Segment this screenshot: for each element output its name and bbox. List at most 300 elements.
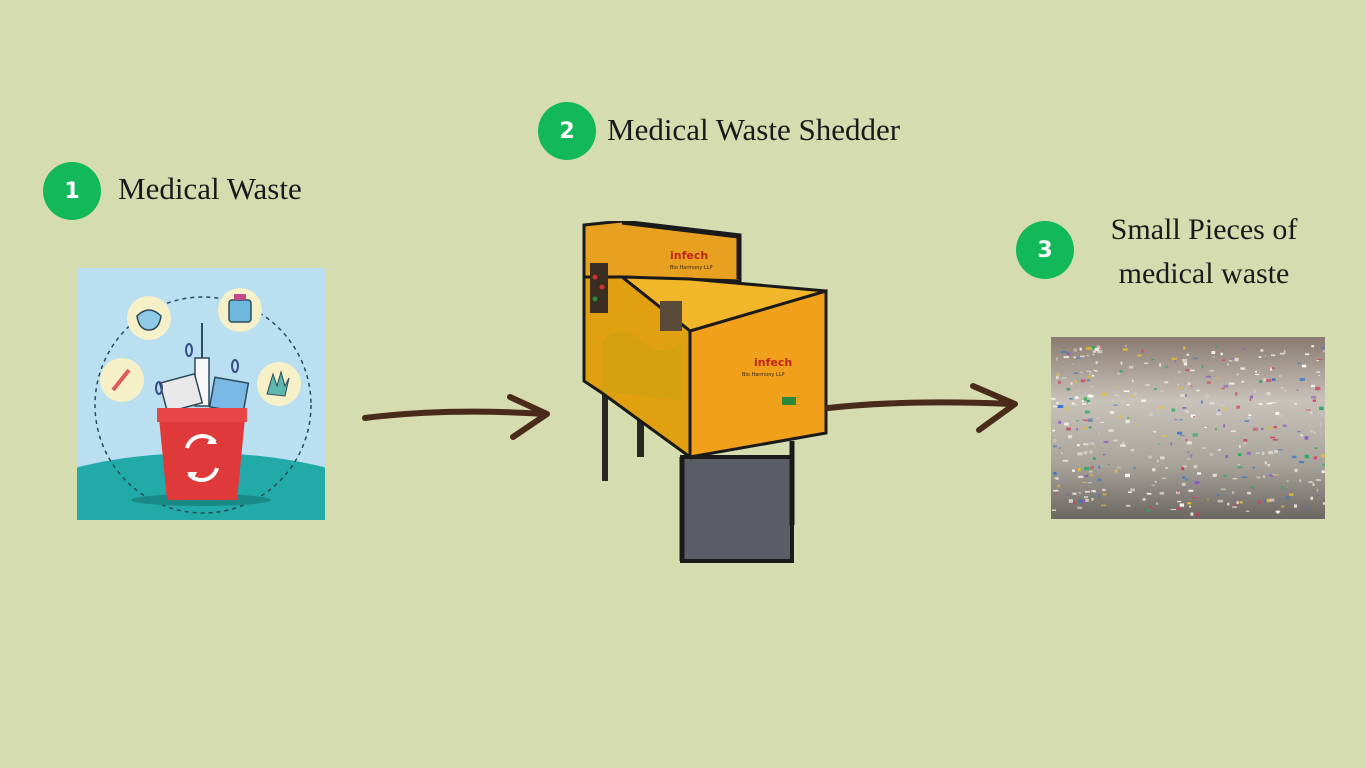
shred-piece bbox=[1142, 350, 1144, 353]
shred-piece bbox=[1305, 353, 1309, 355]
shred-piece bbox=[1165, 467, 1168, 469]
shred-piece bbox=[1266, 379, 1271, 382]
shred-piece bbox=[1103, 494, 1107, 496]
shred-piece bbox=[1093, 458, 1096, 460]
step-3-label bbox=[1084, 208, 1324, 296]
shred-piece bbox=[1067, 494, 1071, 495]
shred-piece bbox=[1162, 478, 1167, 479]
shred-piece bbox=[1155, 481, 1157, 483]
shred-piece bbox=[1281, 505, 1284, 507]
shred-piece bbox=[1113, 439, 1118, 441]
shred-piece bbox=[1069, 499, 1073, 503]
shred-piece bbox=[1165, 366, 1168, 368]
shred-piece bbox=[1083, 427, 1087, 429]
shred-piece bbox=[1149, 413, 1153, 416]
shred-piece bbox=[1197, 472, 1201, 474]
shred-piece bbox=[1057, 373, 1060, 376]
shred-piece bbox=[1170, 442, 1172, 445]
shred-piece bbox=[1323, 350, 1325, 352]
shred-piece bbox=[1185, 439, 1187, 441]
shred-piece bbox=[1084, 467, 1089, 470]
shred-piece bbox=[1210, 370, 1214, 372]
shred-piece bbox=[1074, 357, 1076, 359]
shred-piece bbox=[1242, 476, 1247, 478]
shred-piece bbox=[1128, 492, 1132, 494]
shred-piece bbox=[1171, 509, 1176, 510]
shred-piece bbox=[1316, 360, 1319, 361]
shred-piece bbox=[1093, 370, 1096, 371]
shred-piece bbox=[1237, 466, 1242, 468]
arrow-1-icon bbox=[360, 385, 560, 445]
shred-piece bbox=[1303, 506, 1305, 509]
shred-piece bbox=[1188, 441, 1191, 443]
shred-piece bbox=[1087, 375, 1092, 378]
shred-piece bbox=[1086, 347, 1091, 350]
shred-piece bbox=[1273, 439, 1278, 440]
shred-piece bbox=[1072, 403, 1075, 405]
shred-piece bbox=[1072, 363, 1074, 364]
shred-piece bbox=[1254, 390, 1256, 393]
shred-piece bbox=[1085, 411, 1090, 414]
shred-piece bbox=[1311, 385, 1315, 387]
shred-piece bbox=[1218, 410, 1220, 411]
shred-piece bbox=[1143, 498, 1146, 501]
shred-piece bbox=[1181, 467, 1184, 471]
shred-piece bbox=[1194, 465, 1198, 468]
shredded-waste-photo bbox=[1051, 337, 1325, 519]
shred-piece bbox=[1227, 503, 1229, 506]
shred-piece bbox=[1080, 348, 1082, 351]
shred-piece bbox=[1053, 405, 1057, 407]
shred-piece bbox=[1260, 349, 1263, 351]
shred-piece bbox=[1119, 370, 1122, 373]
shred-piece bbox=[1237, 501, 1239, 504]
step-3-label-line-2: medical waste bbox=[1118, 257, 1290, 290]
shred-piece bbox=[1274, 426, 1278, 428]
shred-piece bbox=[1180, 435, 1184, 436]
shred-piece bbox=[1258, 356, 1261, 358]
shred-piece bbox=[1231, 358, 1235, 360]
shred-piece bbox=[1186, 410, 1189, 413]
shred-piece bbox=[1190, 454, 1192, 457]
shred-piece bbox=[1263, 378, 1266, 381]
shred-piece bbox=[1089, 426, 1092, 428]
shred-piece bbox=[1322, 347, 1325, 350]
shred-piece bbox=[1194, 481, 1199, 484]
shred-piece bbox=[1081, 395, 1083, 398]
shred-piece bbox=[1088, 482, 1092, 483]
shred-piece bbox=[1133, 467, 1135, 470]
shred-piece bbox=[1316, 371, 1320, 373]
shred-piece bbox=[1259, 380, 1262, 383]
shred-piece bbox=[1274, 450, 1277, 453]
shred-piece bbox=[1086, 355, 1089, 357]
shred-piece bbox=[1261, 428, 1264, 430]
shred-piece bbox=[1092, 346, 1095, 349]
shred-piece bbox=[1224, 407, 1227, 410]
shred-piece bbox=[1103, 454, 1106, 455]
shred-piece bbox=[1115, 386, 1118, 388]
step-2-label: Medical Waste Shedder bbox=[607, 112, 901, 147]
step-3-label-line-1: Small Pieces of bbox=[1110, 213, 1298, 246]
shred-piece bbox=[1159, 406, 1164, 409]
shred-piece bbox=[1104, 441, 1109, 443]
shred-piece bbox=[1087, 371, 1092, 372]
shred-piece bbox=[1315, 447, 1318, 449]
shred-piece bbox=[1084, 397, 1087, 400]
shred-piece bbox=[1240, 501, 1243, 503]
shred-piece bbox=[1289, 494, 1293, 496]
shred-piece bbox=[1188, 452, 1190, 453]
shred-piece bbox=[1069, 398, 1073, 400]
shred-piece bbox=[1087, 379, 1090, 382]
shred-piece bbox=[1262, 452, 1264, 455]
shred-piece bbox=[1120, 445, 1126, 447]
shred-piece bbox=[1298, 363, 1301, 365]
shred-piece bbox=[1223, 475, 1227, 477]
shred-piece bbox=[1053, 490, 1058, 492]
shred-piece bbox=[1063, 460, 1069, 462]
shred-piece bbox=[1156, 503, 1158, 505]
shred-piece bbox=[1234, 358, 1238, 362]
shred-piece bbox=[1164, 381, 1168, 383]
shred-piece bbox=[1210, 402, 1215, 404]
shred-piece bbox=[1222, 388, 1225, 389]
shred-piece bbox=[1277, 510, 1279, 513]
shred-piece bbox=[1221, 488, 1226, 490]
shred-piece bbox=[1267, 427, 1272, 429]
shred-piece bbox=[1215, 428, 1217, 430]
medical-waste-illustration bbox=[77, 268, 325, 520]
shred-piece bbox=[1073, 501, 1076, 504]
shred-piece bbox=[1231, 430, 1236, 432]
shred-piece bbox=[1207, 381, 1211, 384]
shred-piece bbox=[1305, 455, 1310, 459]
shred-piece bbox=[1130, 489, 1135, 492]
shred-piece bbox=[1180, 503, 1184, 506]
shred-piece bbox=[1091, 490, 1095, 492]
shred-piece bbox=[1127, 417, 1129, 419]
shred-piece bbox=[1251, 486, 1253, 488]
shred-piece bbox=[1311, 345, 1314, 347]
shred-piece bbox=[1090, 466, 1094, 469]
shred-piece bbox=[1118, 373, 1120, 374]
shred-piece bbox=[1215, 377, 1219, 378]
shred-piece bbox=[1077, 444, 1080, 446]
shred-piece bbox=[1243, 442, 1247, 445]
shred-piece bbox=[1248, 414, 1251, 416]
shred-piece bbox=[1065, 407, 1068, 411]
shred-piece bbox=[1250, 396, 1253, 399]
shred-piece bbox=[1242, 349, 1247, 350]
shred-piece bbox=[1271, 355, 1275, 356]
shred-piece bbox=[1202, 448, 1205, 449]
shred-piece bbox=[1268, 451, 1273, 454]
shred-piece bbox=[1097, 418, 1099, 419]
shred-piece bbox=[1192, 417, 1196, 418]
shred-piece bbox=[1125, 345, 1127, 346]
shred-piece bbox=[1281, 387, 1284, 389]
shred-piece bbox=[1190, 370, 1195, 372]
shred-piece bbox=[1212, 351, 1216, 354]
shred-piece bbox=[1234, 503, 1236, 506]
shred-piece bbox=[1178, 371, 1181, 373]
shred-piece bbox=[1078, 468, 1081, 471]
shred-piece bbox=[1102, 489, 1106, 491]
shred-piece bbox=[1126, 505, 1131, 507]
shred-piece bbox=[1247, 492, 1251, 494]
shred-piece bbox=[1151, 485, 1155, 486]
shred-piece bbox=[1300, 434, 1303, 436]
shred-piece bbox=[1182, 476, 1185, 479]
shred-piece bbox=[1255, 371, 1257, 373]
shred-piece bbox=[1108, 429, 1113, 432]
shred-piece bbox=[1266, 392, 1270, 395]
shred-piece bbox=[1232, 506, 1237, 508]
shred-piece bbox=[1092, 498, 1094, 501]
shred-piece bbox=[1185, 394, 1187, 397]
shred-piece bbox=[1064, 423, 1069, 426]
shred-piece bbox=[1073, 349, 1077, 352]
shred-piece bbox=[1319, 407, 1323, 410]
shred-piece bbox=[1177, 508, 1182, 510]
shred-piece bbox=[1085, 499, 1089, 502]
shred-piece bbox=[1188, 490, 1193, 492]
shred-piece bbox=[1314, 456, 1317, 459]
shred-piece bbox=[1238, 464, 1240, 466]
shred-piece bbox=[1101, 504, 1106, 506]
shred-piece bbox=[1160, 391, 1164, 392]
shred-piece bbox=[1238, 453, 1241, 456]
shred-piece bbox=[1205, 427, 1207, 428]
shred-piece bbox=[1080, 356, 1085, 358]
shred-piece bbox=[1066, 428, 1071, 431]
shred-piece bbox=[1151, 359, 1154, 360]
shred-piece bbox=[1285, 496, 1288, 499]
shred-piece bbox=[1224, 385, 1229, 388]
shred-piece bbox=[1316, 479, 1321, 481]
shred-piece bbox=[1193, 433, 1198, 436]
shred-piece bbox=[1218, 500, 1223, 503]
shred-piece bbox=[1110, 411, 1114, 414]
shred-piece bbox=[1117, 466, 1121, 468]
shred-piece bbox=[1141, 400, 1146, 402]
shred-piece bbox=[1310, 430, 1313, 432]
shred-piece bbox=[1246, 511, 1250, 512]
shred-piece bbox=[1177, 432, 1182, 435]
shred-piece bbox=[1118, 415, 1121, 418]
shred-piece bbox=[1147, 493, 1152, 495]
shred-piece bbox=[1206, 376, 1211, 378]
shred-piece bbox=[1058, 405, 1064, 408]
shred-piece bbox=[1313, 400, 1316, 402]
shred-piece bbox=[1084, 451, 1088, 454]
shred-piece bbox=[1095, 447, 1097, 449]
shred-piece bbox=[1064, 356, 1069, 358]
shred-piece bbox=[1083, 482, 1087, 483]
shred-piece bbox=[1235, 392, 1237, 396]
shred-piece bbox=[1270, 437, 1275, 439]
shred-piece bbox=[1121, 362, 1123, 365]
shred-piece bbox=[1185, 369, 1189, 371]
shred-piece bbox=[1322, 464, 1325, 466]
machine-brand-logo: infech bbox=[670, 249, 709, 262]
shred-piece bbox=[1178, 387, 1183, 389]
shred-piece bbox=[1217, 494, 1219, 496]
shred-piece bbox=[1256, 453, 1260, 454]
shred-piece bbox=[1247, 452, 1251, 455]
shred-piece bbox=[1258, 403, 1262, 405]
shred-piece bbox=[1236, 406, 1240, 409]
shred-piece bbox=[1317, 489, 1319, 492]
shred-piece bbox=[1320, 423, 1322, 426]
shred-piece bbox=[1157, 460, 1159, 463]
shred-piece bbox=[1295, 469, 1298, 472]
shred-piece bbox=[1055, 493, 1059, 494]
shred-piece bbox=[1216, 345, 1218, 348]
shred-piece bbox=[1089, 471, 1092, 472]
shred-piece bbox=[1275, 412, 1279, 415]
shred-piece bbox=[1315, 387, 1320, 390]
shred-piece bbox=[1124, 391, 1129, 392]
shred-piece bbox=[1127, 404, 1130, 405]
shred-piece bbox=[1201, 365, 1203, 368]
shred-piece bbox=[1162, 435, 1167, 436]
shred-piece bbox=[1255, 374, 1259, 375]
shred-piece bbox=[1079, 492, 1081, 494]
shred-piece bbox=[1085, 491, 1090, 493]
shred-piece bbox=[1182, 359, 1187, 362]
shred-piece bbox=[1193, 416, 1195, 417]
shred-piece bbox=[1258, 500, 1261, 503]
shred-piece bbox=[1123, 348, 1128, 351]
shred-piece bbox=[1148, 456, 1152, 459]
shred-piece bbox=[1302, 365, 1306, 368]
shred-piece bbox=[1233, 478, 1238, 479]
shred-piece bbox=[1108, 464, 1110, 465]
shred-piece bbox=[1182, 483, 1186, 486]
shred-piece bbox=[1300, 378, 1305, 381]
shred-piece bbox=[1188, 382, 1191, 385]
shred-piece bbox=[1082, 419, 1084, 420]
shred-piece bbox=[1129, 366, 1133, 369]
shred-piece bbox=[1136, 424, 1138, 425]
shred-piece bbox=[1084, 496, 1088, 498]
shred-piece bbox=[1054, 478, 1056, 479]
shred-piece bbox=[1250, 399, 1252, 401]
shred-piece bbox=[1058, 381, 1061, 384]
shred-piece bbox=[1185, 479, 1188, 481]
shred-piece bbox=[1122, 442, 1125, 445]
shred-piece bbox=[1067, 353, 1071, 355]
shred-piece bbox=[1114, 405, 1118, 406]
shred-piece bbox=[1089, 419, 1093, 422]
shred-piece bbox=[1266, 493, 1268, 494]
shred-piece bbox=[1130, 449, 1134, 451]
shred-piece bbox=[1115, 469, 1118, 472]
shred-piece bbox=[1053, 472, 1056, 475]
shred-piece bbox=[1057, 485, 1060, 488]
shred-piece bbox=[1264, 500, 1266, 503]
shred-piece bbox=[1294, 504, 1297, 507]
machine-front-logo: infech bbox=[754, 356, 793, 369]
shred-piece bbox=[1089, 373, 1091, 375]
shred-piece bbox=[1280, 353, 1285, 355]
shred-piece bbox=[1090, 450, 1093, 453]
shred-piece bbox=[1277, 449, 1282, 450]
shred-piece bbox=[1067, 388, 1071, 390]
shred-piece bbox=[1222, 360, 1225, 361]
shred-piece bbox=[1322, 470, 1325, 473]
shred-piece bbox=[1072, 470, 1075, 472]
shred-piece bbox=[1287, 481, 1289, 482]
shred-piece bbox=[1313, 483, 1315, 486]
shred-piece bbox=[1074, 372, 1077, 374]
shred-piece bbox=[1154, 431, 1157, 433]
shred-piece bbox=[1316, 495, 1318, 496]
shred-piece bbox=[1253, 428, 1258, 431]
shred-piece bbox=[1078, 476, 1083, 478]
shred-piece bbox=[1077, 507, 1082, 509]
shred-piece bbox=[1053, 439, 1056, 442]
shred-piece bbox=[1146, 509, 1151, 512]
shred-piece bbox=[1144, 363, 1148, 364]
shred-piece bbox=[1177, 501, 1181, 502]
step-2-badge: 2 bbox=[538, 102, 596, 160]
shred-piece bbox=[1239, 445, 1241, 448]
shred-piece bbox=[1270, 499, 1274, 502]
shred-piece bbox=[1307, 508, 1310, 510]
shred-piece bbox=[1221, 353, 1223, 356]
shred-piece bbox=[1242, 381, 1245, 383]
shred-piece bbox=[1051, 398, 1055, 400]
shred-piece bbox=[1132, 380, 1134, 383]
shred-piece bbox=[1159, 363, 1161, 366]
shred-piece bbox=[1092, 375, 1094, 377]
shred-piece bbox=[1052, 509, 1056, 511]
shred-piece bbox=[1275, 474, 1278, 476]
shred-piece bbox=[1227, 363, 1229, 366]
arrow-2-icon bbox=[823, 378, 1023, 438]
shred-piece bbox=[1220, 403, 1225, 406]
shred-piece bbox=[1213, 474, 1217, 477]
shred-piece bbox=[1081, 372, 1083, 374]
shred-piece bbox=[1305, 436, 1309, 439]
shred-piece bbox=[1308, 481, 1313, 483]
shred-piece bbox=[1192, 497, 1197, 498]
shred-piece bbox=[1310, 412, 1313, 414]
shred-piece bbox=[1268, 464, 1271, 467]
shred-piece bbox=[1310, 497, 1313, 500]
shred-piece bbox=[1076, 404, 1078, 405]
shred-piece bbox=[1265, 461, 1267, 464]
shred-piece bbox=[1100, 345, 1102, 348]
shred-piece bbox=[1189, 506, 1191, 508]
step-1-label: Medical Waste bbox=[118, 171, 302, 206]
shred-piece bbox=[1267, 499, 1271, 503]
step-1-badge: 1 bbox=[43, 162, 101, 220]
shred-piece bbox=[1076, 428, 1078, 430]
shred-piece bbox=[1180, 419, 1183, 420]
shred-piece bbox=[1323, 502, 1325, 505]
shred-piece bbox=[1076, 420, 1079, 421]
shred-piece bbox=[1216, 413, 1221, 416]
shred-piece bbox=[1098, 466, 1100, 469]
shred-piece bbox=[1297, 431, 1300, 432]
shred-piece bbox=[1160, 492, 1164, 495]
shred-piece bbox=[1292, 456, 1297, 458]
shred-piece bbox=[1196, 390, 1200, 392]
